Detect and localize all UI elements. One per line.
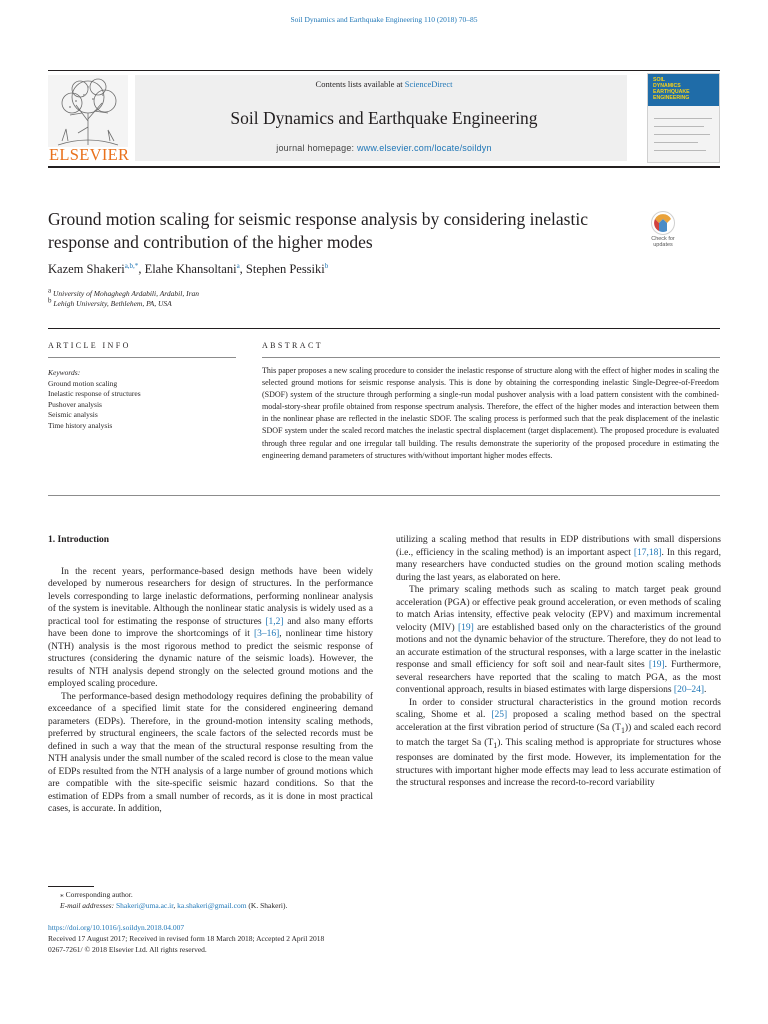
paragraph [396,584,721,697]
paragraph-text: )) and scaled each record to match the target Sa (T [396,722,721,748]
contents-line [48,79,720,89]
paragraph: The performance-based design methodology requires defining the probability of exceedance of a specified limit state for the considered engineering demand parameters (EDPs). Therefore, in the ground-motion intensity scaling methods, preferred by structural engineers, the scale factors of the selected records must be defined in such a way that the mean of the structural response resulting from the NTH analysis under the small number of the scaled record is close to the mean value of EDPs resulted from the NTH analysis of a large number of ground motions which are compatible with the site-specific seismic hazard conditions. So that the estimation of EDPs from a small number of records, as it is done in most practical cases, is accurate. In addition, [48,691,373,814]
paragraph-text: , nonlinear time history (NTH) analysis is the most rigorous method to predict the seismic response of structures (considering the dynamic nature of the seismic loads). However, the results of NTH analysis depend strongly on the selected ground motions and the employed scaling procedure. [48,629,373,689]
cover-rule [654,150,706,151]
paragraph-text: are established based only on the characteristics of the ground motions and not the dynamic behavior of the structure. Therefore, they do not lead to an accurate estimation of the structural responses, with a large scatter in the inelastic response and small efficiency for soft soil and near-fault sites [396,622,721,670]
cover-rule [654,118,712,119]
journal-masthead [48,70,720,168]
homepage-link[interactable]: www.elsevier.com/locate/soildyn [356,143,492,153]
sciencedirect-link[interactable]: ScienceDirect [404,79,453,89]
cover-line: DYNAMICS [653,83,681,89]
footnote-rule [48,886,94,887]
footnotes [60,889,287,911]
homepage-line [48,143,720,153]
cover-line: SOIL [653,77,666,83]
affiliation [48,296,172,308]
corresponding-author-note [60,889,287,900]
paragraph-text: . Furthermore, several researchers have reported that the scaling to match PGA, as the most conventional approach, results in biased estimates with large dispersions [396,660,721,695]
paragraph-text: proposed a scaling method based on the spectral acceleration at the first vibration period of structure (Sa (T [396,710,721,733]
paragraph [396,534,721,584]
paragraph-text: In order to consider structural characteristics in the ground motion records scaling, Shome et al. [396,697,721,720]
email-label: E-mail addresses: [60,901,115,910]
front-matter-divider [48,328,720,329]
keywords-label: Keywords: [48,368,81,377]
article-info-heading: ARTICLE INFO [48,341,131,350]
email-link[interactable]: Shakeri@uma.ac.ir [115,901,174,910]
homepage-prefix: journal homepage: [276,143,357,153]
paragraph-text: . In this regard, many researchers have conducted studies on the ground motion scaling methods during the last years, as elaborated on here. [396,547,721,583]
author-marks[interactable]: a,b,* [124,261,139,270]
keyword: Pushover analysis [48,399,102,409]
doi-link[interactable]: https://doi.org/10.1016/j.soildyn.2018.04.007 [48,923,185,932]
keyword: Ground motion scaling [48,378,118,388]
corresponding-text: Corresponding author. [65,890,133,899]
subscript: 1 [620,725,625,735]
paragraph-text: The primary scaling methods such as scaling to match target peak ground acceleration (PGA) or effective peak ground acceleration, or even methods of scaling to match Arias intensity, effective peak velocity (EPV) and maximum incremental velocity (MIV) [396,585,721,633]
subscript: 1 [493,740,498,750]
cover-rule [654,134,710,135]
keyword: Seismic analysis [48,410,98,419]
cover-title [653,77,690,101]
elsevier-wordmark: ELSEVIER [49,145,130,164]
affiliation-text: University of Mohaghegh Ardabili, Ardabil, Iran [52,289,200,298]
crossmark-icon [642,210,684,236]
citation-link[interactable]: [25] [491,710,508,720]
copyright-line: 0267-7261/ © 2018 Elsevier Ltd. All rights reserved. [48,945,207,954]
abstract-rule [262,357,720,358]
citation-link[interactable]: [19] [458,622,474,633]
abstract-text: This paper proposes a new scaling procedure to consider the inelastic response of structure along with the effect of higher modes in scaling the selected ground motions for seismic response analysis. This is done by obtaining the corresponding inelastic Single-Degree-of-Freedom (SDOF) system of the structure through performing a single-run modal pushover analysis with a load pattern consistent with the combined-modal-story-shear profile obtained from response spectrum analysis. Therefore, the effect of the higher modes and interaction between them in the nonlinear phase are reflected in the inelastic SDOF. The scaling process is performed such that the peak displacement of the inelastic SDOF system under the scaled record matches the inelastic spectral displacement (target displacement). The proposed procedure is evaluated through three regular and one irregular tall building. The results demonstrate the superiority of the proposed procedure in estimating the engineering demand parameters of structures with/without important higher modes effects. [262,366,719,460]
keyword: Time history analysis [48,420,113,430]
paragraph-text: ). This scaling method is appropriate for structures whose responses are dominated by the first mode. However, its implementation for the structures with important higher mode effects may lead to less accurate estimation of the structural responses and increase the record-to-record variability [396,737,721,789]
author-name[interactable]: Elahe Khansoltani [144,262,237,276]
contents-prefix: Contents lists available at [315,79,405,89]
paragraph [396,697,721,790]
paragraph-text: . [703,685,707,695]
page-footer [48,922,324,955]
body-column-right [396,534,721,790]
author-name[interactable]: Kazem Shakeri [48,262,125,276]
email-note [60,900,287,911]
cover-rule [654,126,704,127]
email-suffix: (K. Shakeri). [246,901,288,910]
affiliation-mark: a [48,286,52,295]
article-info-rule [48,357,236,358]
journal-cover-thumbnail[interactable] [647,73,720,163]
cover-line: EARTHQUAKE [653,89,690,95]
keywords-block [48,368,228,431]
citation-link[interactable]: [17,18] [633,547,662,558]
paragraph-text: utilizing a scaling method that results in EDP distributions with small dispersions (i.e., efficiency in the scaling method) is an important aspect [396,535,721,558]
author-name[interactable]: Stephen Pessiki [245,262,325,276]
cover-line: ENGINEERING [653,95,690,101]
received-dates: Received 17 August 2017; Received in revised form 18 March 2018; Accepted 2 April 2018 [48,934,325,943]
body-column-left [48,534,373,816]
asterisk-mark: ⁎ [60,890,66,899]
keyword: Inelastic response of structures [48,389,141,398]
section-heading-introduction: 1. Introduction [48,535,110,545]
author-separator: , [138,262,145,276]
crossmark-label: Check for updates [651,236,675,248]
abstract-heading: ABSTRACT [262,341,323,350]
citation-link[interactable]: [3–16] [253,629,280,639]
paragraph [48,566,373,691]
citation-link[interactable]: [19] [648,660,665,670]
author-marks[interactable]: b [324,261,329,270]
journal-title: Soil Dynamics and Earthquake Engineering [230,108,538,128]
crossmark-badge[interactable] [642,210,684,256]
affiliation [48,286,200,298]
affiliation-mark: b [48,296,52,305]
cover-rule [654,142,698,143]
email-link[interactable]: ka.shakeri@gmail.com [177,901,247,910]
article-title: Ground motion scaling for seismic response analysis by considering inelastic response and contribution of the higher modes [48,209,588,252]
affiliation-text: Lehigh University, Bethlehem, PA, USA [53,299,172,308]
author-list [48,262,328,277]
journal-citation[interactable]: Soil Dynamics and Earthquake Engineering 110 (2018) 70–85 [290,15,478,24]
author-marks[interactable]: a [236,261,240,270]
paragraph-text: and also many efforts have been done to improve the shortcomings of it [48,616,374,639]
abstract-bottom-rule [48,495,720,496]
author-separator: , [239,262,246,276]
email-separator: , [173,901,178,910]
paragraph-text: In the recent years, performance-based design methods have been widely developed by numerous researchers for design of structures. In the performance levels corresponding to large inelastic deformations, performing nonlinear analysis of the system is inevitable. Although the nonlinear static analysis is widely used as a practical tool for estimating the response of structures [48,566,373,627]
citation-link[interactable]: [20–24] [673,685,704,695]
citation-link[interactable]: [1,2] [265,616,284,627]
